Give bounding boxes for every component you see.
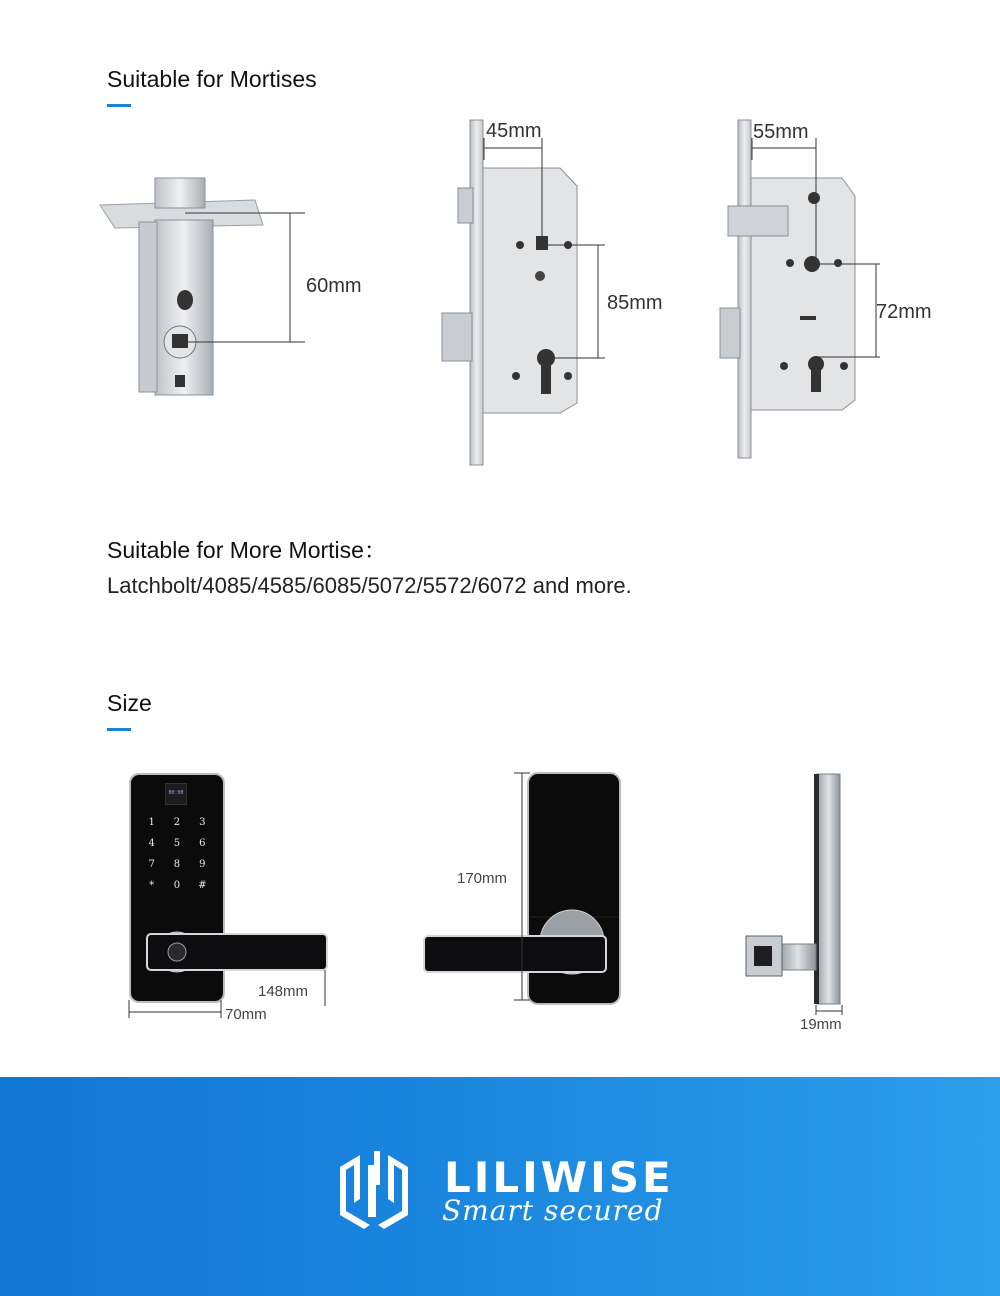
height-label: 170mm	[457, 870, 508, 887]
key-star: *	[149, 880, 155, 891]
lock-screen	[165, 783, 187, 805]
mortise-4085-width-label: 45mm	[486, 120, 542, 142]
section-title-more-mortise: Suitable for More Mortise：	[107, 537, 387, 563]
key-9: 9	[199, 859, 206, 870]
section-title-size: Size	[107, 690, 152, 716]
key-7: 7	[148, 859, 155, 870]
key-3: 3	[199, 817, 206, 828]
key-4: 4	[148, 838, 155, 849]
height-dim-line	[512, 772, 532, 1004]
mortise-5572-height-label: 72mm	[876, 301, 932, 323]
key-0: 0	[173, 880, 181, 891]
liliwise-logo-icon	[334, 1141, 414, 1231]
width-label: 70mm	[225, 1006, 267, 1023]
depth-label: 19mm	[800, 1016, 842, 1033]
mortise-4085-height-label: 85mm	[607, 292, 663, 314]
key-6: 6	[199, 838, 206, 849]
key-5: 5	[173, 838, 181, 849]
latch-dimension-label: 60mm	[306, 275, 362, 297]
mortise-4085-dim-lines	[480, 138, 610, 363]
lock-side-view	[740, 772, 850, 1012]
key-hash: #	[198, 880, 207, 891]
compatible-mortise-list: Latchbolt/4085/4585/6085/5072/5572/6072 and more.	[107, 573, 632, 598]
brand-name: LILIWISE	[444, 1153, 674, 1202]
section-underline	[107, 104, 131, 107]
key-8: 8	[173, 859, 181, 870]
key-2: 2	[173, 817, 181, 828]
section-underline	[107, 728, 131, 731]
lock-screen-time: 00:00	[168, 790, 184, 796]
brand-tagline: Smart secured	[442, 1194, 664, 1227]
key-1: 1	[148, 817, 155, 828]
mortise-5572-width-label: 55mm	[753, 121, 809, 143]
mortise-5572-dim-lines	[748, 138, 883, 363]
front-handle	[145, 930, 330, 975]
brand-footer	[0, 1077, 1000, 1296]
section-title-mortises: Suitable for Mortises	[107, 66, 317, 92]
latch-dim-lines	[180, 205, 310, 350]
handle-length-label: 148mm	[258, 983, 309, 1000]
keypad	[139, 817, 215, 891]
